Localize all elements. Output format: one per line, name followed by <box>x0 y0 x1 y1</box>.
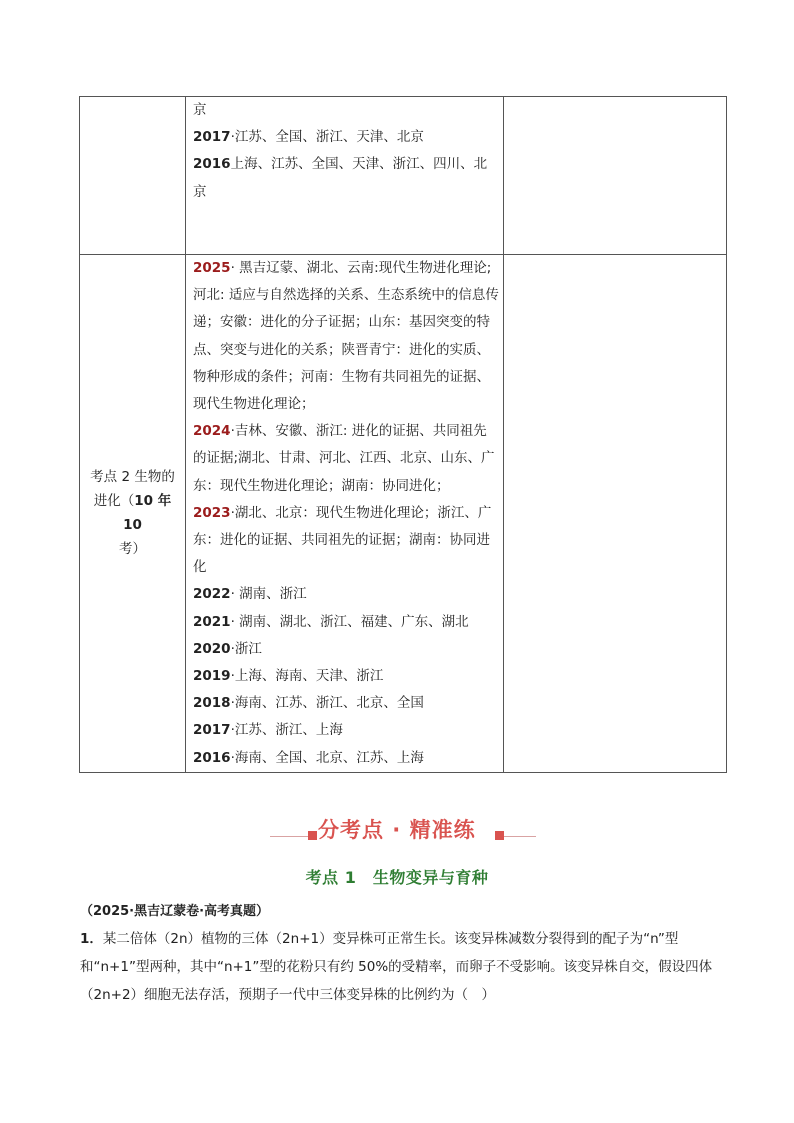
heading-rule-right <box>504 836 536 837</box>
table-row <box>80 97 727 255</box>
year-line: 京 <box>193 102 207 118</box>
exam-topic-table <box>79 96 727 773</box>
year-entry: 2021· 湖南、湖北、浙江、福建、广东、湖北 <box>193 613 469 630</box>
year-line: 2016上海、江苏、全国、天津、浙江、四川、北京 <box>193 156 488 200</box>
square-ornament-icon <box>308 831 317 840</box>
notes-cell <box>504 255 727 773</box>
question <box>80 925 722 1009</box>
question-source: （2025·黑吉辽蒙卷·高考真题） <box>80 904 270 919</box>
topic-label: 考点 2 生物的进化（10 年 10 考） <box>90 469 175 558</box>
year-entry: 2022· 湖南、浙江 <box>193 586 307 603</box>
topic-cell <box>80 255 186 773</box>
year-entry-highlight: 2024·吉林、安徽、浙江: 进化的证据、共同祖先的证据;湖北、甘肃、河北、江西、北京、山东、广东：现代生物进化理论；湖南：协同进化； <box>193 423 495 494</box>
year-entry: 2018·海南、江苏、浙江、北京、全国 <box>193 695 424 712</box>
years-cell <box>186 97 504 255</box>
section-heading: 分考点 · 精准练 <box>318 818 476 842</box>
question-number: 1． <box>80 931 103 947</box>
year-entry: 2017·江苏、浙江、上海 <box>193 722 343 739</box>
question-text: 某二倍体（2n）植物的三体（2n+1）变异株可正常生长。该变异株减数分裂得到的配子为“n”型和“n+1”型两种，其中“n+1”型的花粉只有约 50%的受精率，而卵子不受影响。该变异株自交，假设四体（2n+2）细胞无法存活，预期子一代中三体变异株的比例约为（ ） <box>80 931 713 1003</box>
topic-heading: 考点 1 生物变异与育种 <box>305 868 489 887</box>
topic-cell <box>80 97 186 255</box>
square-ornament-icon <box>495 831 504 840</box>
year-line: 2017·江苏、全国、浙江、天津、北京 <box>193 129 424 146</box>
table-row <box>80 255 727 773</box>
year-entry: 2020·浙江 <box>193 640 262 657</box>
year-entry: 2016·海南、全国、北京、江苏、上海 <box>193 749 424 766</box>
notes-cell <box>504 97 727 255</box>
year-entry-highlight: 2025· 黑吉辽蒙、湖北、云南:现代生物进化理论;河北: 适应与自然选择的关系、生态系统中的信息传递；安徽：进化的分子证据；山东：基因突变的特点、突变与进化的关系；陕晋青宁：进化的实质、物种形成的条件；河南：生物有共同祖先的证据、现代生物进化理论； <box>193 260 499 413</box>
year-entry: 2019·上海、海南、天津、浙江 <box>193 668 384 685</box>
years-cell <box>186 255 504 773</box>
year-entry-highlight: 2023·湖北、北京：现代生物进化理论；浙江、广东：进化的证据、共同祖先的证据；湖南：协同进化 <box>193 504 492 576</box>
